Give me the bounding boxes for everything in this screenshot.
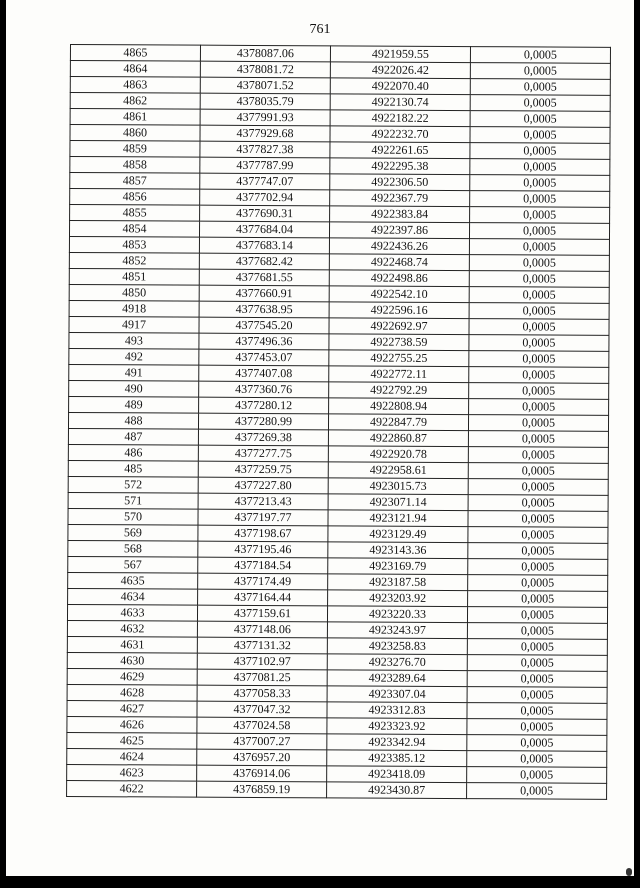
accuracy-cell: 0,0005 <box>467 687 607 704</box>
x-coordinate-cell: 4377024.58 <box>197 717 327 734</box>
accuracy-cell: 0,0005 <box>470 95 610 112</box>
y-coordinate-cell: 4921959.55 <box>330 46 470 63</box>
point-number-cell: 4627 <box>67 700 197 717</box>
accuracy-cell: 0,0005 <box>469 255 609 272</box>
x-coordinate-cell: 4377638.95 <box>199 301 329 318</box>
x-coordinate-cell: 4377690.31 <box>200 205 330 222</box>
y-coordinate-cell: 4922847.79 <box>328 414 468 431</box>
y-coordinate-cell: 4922397.86 <box>329 222 469 239</box>
accuracy-cell: 0,0005 <box>467 639 607 656</box>
point-number-cell: 492 <box>69 348 199 365</box>
x-coordinate-cell: 4377148.06 <box>197 621 327 638</box>
x-coordinate-cell: 4377198.67 <box>198 525 328 542</box>
accuracy-cell: 0,0005 <box>468 415 608 432</box>
point-number-cell: 4632 <box>67 620 197 637</box>
point-number-cell: 4860 <box>70 125 200 142</box>
x-coordinate-cell: 4377159.61 <box>197 605 327 622</box>
x-coordinate-cell: 4376957.20 <box>197 749 327 766</box>
x-coordinate-cell: 4378071.52 <box>200 77 330 94</box>
y-coordinate-cell: 4922130.74 <box>330 94 470 111</box>
y-coordinate-cell: 4923276.70 <box>327 654 467 671</box>
point-number-cell: 4628 <box>67 684 197 701</box>
y-coordinate-cell: 4923015.73 <box>328 478 468 495</box>
y-coordinate-cell: 4923418.09 <box>327 766 467 783</box>
x-coordinate-cell: 4377277.75 <box>198 445 328 462</box>
y-coordinate-cell: 4922542.10 <box>329 286 469 303</box>
accuracy-cell: 0,0005 <box>467 671 607 688</box>
accuracy-cell: 0,0005 <box>469 351 609 368</box>
y-coordinate-cell: 4922026.42 <box>330 62 470 79</box>
accuracy-cell: 0,0005 <box>470 127 610 144</box>
y-coordinate-cell: 4923243.97 <box>327 622 467 639</box>
point-number-cell: 488 <box>68 412 198 429</box>
y-coordinate-cell: 4922367.79 <box>330 190 470 207</box>
accuracy-cell: 0,0005 <box>468 511 608 528</box>
point-number-cell: 567 <box>68 556 198 573</box>
x-coordinate-cell: 4377081.25 <box>197 669 327 686</box>
point-number-cell: 493 <box>69 332 199 349</box>
y-coordinate-cell: 4922383.84 <box>330 206 470 223</box>
y-coordinate-cell: 4922808.94 <box>329 398 469 415</box>
x-coordinate-cell: 4377259.75 <box>198 461 328 478</box>
x-coordinate-cell: 4377195.46 <box>198 541 328 558</box>
x-coordinate-cell: 4377683.14 <box>199 237 329 254</box>
x-coordinate-cell: 4377164.44 <box>198 589 328 606</box>
table-row <box>67 780 607 799</box>
x-coordinate-cell: 4377991.93 <box>200 109 330 126</box>
y-coordinate-cell: 4922436.26 <box>329 238 469 255</box>
accuracy-cell: 0,0005 <box>469 303 609 320</box>
accuracy-cell: 0,0005 <box>468 559 608 576</box>
x-coordinate-cell: 4377747.07 <box>200 173 330 190</box>
point-number-cell: 4863 <box>70 77 200 94</box>
x-coordinate-cell: 4377681.55 <box>199 269 329 286</box>
coordinates-table-body <box>67 45 611 800</box>
accuracy-cell: 0,0005 <box>468 527 608 544</box>
x-coordinate-cell: 4378035.79 <box>200 93 330 110</box>
point-number-cell: 572 <box>68 476 198 493</box>
accuracy-cell: 0,0005 <box>469 239 609 256</box>
accuracy-cell: 0,0005 <box>467 735 607 752</box>
point-number-cell: 4850 <box>69 284 199 301</box>
accuracy-cell: 0,0005 <box>470 63 610 80</box>
point-number-cell: 4631 <box>67 636 197 653</box>
accuracy-cell: 0,0005 <box>467 655 607 672</box>
accuracy-cell: 0,0005 <box>467 719 607 736</box>
point-number-cell: 4851 <box>69 268 199 285</box>
accuracy-cell: 0,0005 <box>470 159 610 176</box>
point-number-cell: 4630 <box>67 652 197 669</box>
accuracy-cell: 0,0005 <box>469 399 609 416</box>
accuracy-cell: 0,0005 <box>470 111 610 128</box>
x-coordinate-cell: 4377227.80 <box>198 477 328 494</box>
accuracy-cell: 0,0005 <box>467 783 607 800</box>
x-coordinate-cell: 4376914.06 <box>197 765 327 782</box>
accuracy-cell: 0,0005 <box>469 271 609 288</box>
x-coordinate-cell: 4377280.12 <box>199 397 329 414</box>
accuracy-cell: 0,0005 <box>469 287 609 304</box>
y-coordinate-cell: 4923169.79 <box>328 558 468 575</box>
y-coordinate-cell: 4923312.83 <box>327 702 467 719</box>
point-number-cell: 4865 <box>70 45 200 62</box>
x-coordinate-cell: 4377545.20 <box>199 317 329 334</box>
y-coordinate-cell: 4922596.16 <box>329 302 469 319</box>
point-number-cell: 4629 <box>67 668 197 685</box>
point-number-cell: 4918 <box>69 300 199 317</box>
point-number-cell: 491 <box>69 364 199 381</box>
y-coordinate-cell: 4922468.74 <box>329 254 469 271</box>
point-number-cell: 4857 <box>70 173 200 190</box>
y-coordinate-cell: 4923203.92 <box>328 590 468 607</box>
accuracy-cell: 0,0005 <box>468 479 608 496</box>
point-number-cell: 4624 <box>67 748 197 765</box>
accuracy-cell: 0,0005 <box>470 207 610 224</box>
y-coordinate-cell: 4923187.58 <box>328 574 468 591</box>
point-number-cell: 4622 <box>67 780 197 797</box>
point-number-cell: 4633 <box>67 604 197 621</box>
x-coordinate-cell: 4377702.94 <box>200 189 330 206</box>
point-number-cell: 4626 <box>67 716 197 733</box>
point-number-cell: 490 <box>69 380 199 397</box>
x-coordinate-cell: 4377407.08 <box>199 365 329 382</box>
accuracy-cell: 0,0005 <box>468 591 608 608</box>
y-coordinate-cell: 4922755.25 <box>329 350 469 367</box>
point-number-cell: 4862 <box>70 93 200 110</box>
point-number-cell: 485 <box>68 460 198 477</box>
point-number-cell: 489 <box>69 396 199 413</box>
x-coordinate-cell: 4377184.54 <box>198 557 328 574</box>
y-coordinate-cell: 4923385.12 <box>327 750 467 767</box>
point-number-cell: 4859 <box>70 141 200 158</box>
x-coordinate-cell: 4377131.32 <box>197 637 327 654</box>
x-coordinate-cell: 4377058.33 <box>197 685 327 702</box>
y-coordinate-cell: 4922232.70 <box>330 126 470 143</box>
x-coordinate-cell: 4377007.27 <box>197 733 327 750</box>
x-coordinate-cell: 4377453.07 <box>199 349 329 366</box>
accuracy-cell: 0,0005 <box>470 47 610 64</box>
point-number-cell: 4854 <box>69 221 199 238</box>
point-number-cell: 4855 <box>70 205 200 222</box>
point-number-cell: 4864 <box>70 61 200 78</box>
document-page <box>6 0 634 876</box>
y-coordinate-cell: 4923258.83 <box>327 638 467 655</box>
page-number: 761 <box>309 22 331 37</box>
y-coordinate-cell: 4922306.50 <box>330 174 470 191</box>
y-coordinate-cell: 4922772.11 <box>329 366 469 383</box>
x-coordinate-cell: 4377787.99 <box>200 157 330 174</box>
x-coordinate-cell: 4377360.76 <box>199 381 329 398</box>
accuracy-cell: 0,0005 <box>468 447 608 464</box>
point-number-cell: 4917 <box>69 316 199 333</box>
accuracy-cell: 0,0005 <box>468 463 608 480</box>
x-coordinate-cell: 4377929.68 <box>200 125 330 142</box>
y-coordinate-cell: 4922182.22 <box>330 110 470 127</box>
y-coordinate-cell: 4923289.64 <box>327 670 467 687</box>
accuracy-cell: 0,0005 <box>467 623 607 640</box>
x-coordinate-cell: 4377684.04 <box>199 221 329 238</box>
accuracy-cell: 0,0005 <box>470 79 610 96</box>
point-number-cell: 4623 <box>67 764 197 781</box>
x-coordinate-cell: 4377280.99 <box>198 413 328 430</box>
point-number-cell: 571 <box>68 492 198 509</box>
point-number-cell: 4861 <box>70 109 200 126</box>
accuracy-cell: 0,0005 <box>469 223 609 240</box>
x-coordinate-cell: 4377047.32 <box>197 701 327 718</box>
accuracy-cell: 0,0005 <box>467 767 607 784</box>
accuracy-cell: 0,0005 <box>467 607 607 624</box>
y-coordinate-cell: 4922295.38 <box>330 158 470 175</box>
y-coordinate-cell: 4923143.36 <box>328 542 468 559</box>
point-number-cell: 4853 <box>69 236 199 253</box>
x-coordinate-cell: 4377682.42 <box>199 253 329 270</box>
accuracy-cell: 0,0005 <box>467 751 607 768</box>
accuracy-cell: 0,0005 <box>469 367 609 384</box>
y-coordinate-cell: 4923323.92 <box>327 718 467 735</box>
y-coordinate-cell: 4922958.61 <box>328 462 468 479</box>
point-number-cell: 487 <box>68 428 198 445</box>
y-coordinate-cell: 4922498.86 <box>329 270 469 287</box>
accuracy-cell: 0,0005 <box>470 143 610 160</box>
y-coordinate-cell: 4922920.78 <box>328 446 468 463</box>
coordinates-table <box>66 44 611 800</box>
point-number-cell: 486 <box>68 444 198 461</box>
accuracy-cell: 0,0005 <box>469 335 609 352</box>
y-coordinate-cell: 4923121.94 <box>328 510 468 527</box>
accuracy-cell: 0,0005 <box>469 319 609 336</box>
y-coordinate-cell: 4922070.40 <box>330 78 470 95</box>
accuracy-cell: 0,0005 <box>467 703 607 720</box>
accuracy-cell: 0,0005 <box>468 543 608 560</box>
accuracy-cell: 0,0005 <box>468 495 608 512</box>
y-coordinate-cell: 4923220.33 <box>327 606 467 623</box>
point-number-cell: 4634 <box>68 588 198 605</box>
accuracy-cell: 0,0005 <box>470 191 610 208</box>
accuracy-cell: 0,0005 <box>468 575 608 592</box>
point-number-cell: 4625 <box>67 732 197 749</box>
y-coordinate-cell: 4922261.65 <box>330 142 470 159</box>
y-coordinate-cell: 4923071.14 <box>328 494 468 511</box>
x-coordinate-cell: 4377213.43 <box>198 493 328 510</box>
x-coordinate-cell: 4378087.06 <box>200 45 330 62</box>
x-coordinate-cell: 4377827.38 <box>200 141 330 158</box>
point-number-cell: 568 <box>68 540 198 557</box>
accuracy-cell: 0,0005 <box>470 175 610 192</box>
x-coordinate-cell: 4376859.19 <box>197 781 327 798</box>
point-number-cell: 4852 <box>69 252 199 269</box>
y-coordinate-cell: 4923129.49 <box>328 526 468 543</box>
scan-mark <box>626 868 632 876</box>
accuracy-cell: 0,0005 <box>468 431 608 448</box>
y-coordinate-cell: 4922738.59 <box>329 334 469 351</box>
x-coordinate-cell: 4378081.72 <box>200 61 330 78</box>
x-coordinate-cell: 4377269.38 <box>198 429 328 446</box>
y-coordinate-cell: 4922792.29 <box>329 382 469 399</box>
x-coordinate-cell: 4377197.77 <box>198 509 328 526</box>
x-coordinate-cell: 4377174.49 <box>198 573 328 590</box>
point-number-cell: 4856 <box>70 189 200 206</box>
x-coordinate-cell: 4377496.36 <box>199 333 329 350</box>
x-coordinate-cell: 4377660.91 <box>199 285 329 302</box>
point-number-cell: 569 <box>68 524 198 541</box>
y-coordinate-cell: 4922860.87 <box>328 430 468 447</box>
y-coordinate-cell: 4922692.97 <box>329 318 469 335</box>
point-number-cell: 4635 <box>68 572 198 589</box>
x-coordinate-cell: 4377102.97 <box>197 653 327 670</box>
point-number-cell: 4858 <box>70 157 200 174</box>
accuracy-cell: 0,0005 <box>469 383 609 400</box>
y-coordinate-cell: 4923307.04 <box>327 686 467 703</box>
y-coordinate-cell: 4923430.87 <box>327 782 467 799</box>
y-coordinate-cell: 4923342.94 <box>327 734 467 751</box>
point-number-cell: 570 <box>68 508 198 525</box>
